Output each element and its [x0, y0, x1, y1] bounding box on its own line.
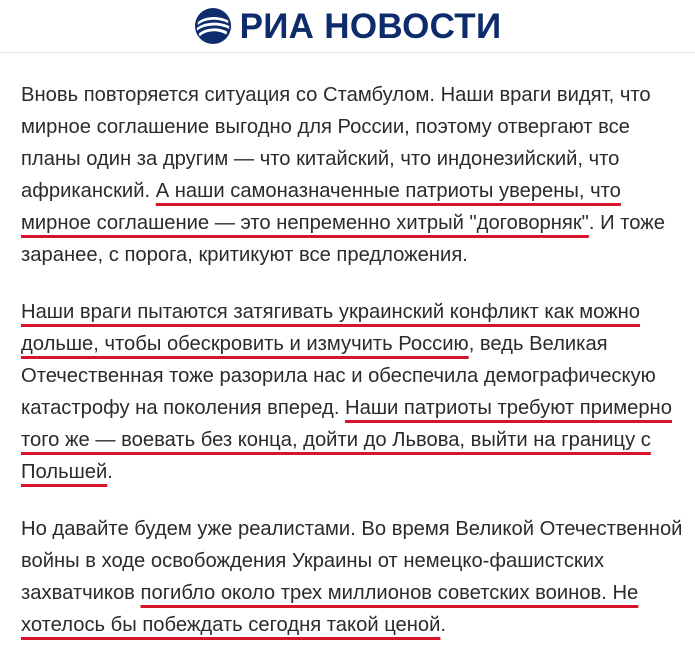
article-body	[21, 79, 686, 666]
article-paragraph	[21, 513, 686, 641]
paragraph-text: , ведь Великая Отечественная тоже разорила нас и обеспечила демографическую катастрофу на поколения вперед.	[21, 333, 656, 419]
paragraph-text: Но давайте будем уже реалистами. Во время Великой Отечественной войны в ходе освобождения Украины от немецко-фашистских захватчиков	[21, 518, 683, 604]
logo-text: РИА НОВОСТИ	[239, 6, 502, 46]
article-paragraph	[21, 296, 686, 488]
highlighted-text: Наши враги пытаются затягивать украинский конфликт как можно дольше, чтобы обескровить и измучить Россию	[21, 301, 641, 355]
ria-globe-icon	[194, 7, 232, 45]
highlighted-text: А наши самоназначенные патриоты уверены, что мирное соглашение — это непременно хитрый "договорняк"	[21, 180, 621, 234]
site-header	[0, 0, 695, 53]
paragraph-text: . И тоже заранее, с порога, критикуют все предложения.	[21, 212, 665, 266]
article-paragraph	[21, 79, 686, 271]
site-logo[interactable]	[194, 7, 502, 45]
highlighted-text: Наши патриоты требуют примерно того же — воевать без конца, дойти до Львова, выйти на границу с Польшей	[21, 397, 672, 483]
paragraph-text: Вновь повторяется ситуация со Стамбулом. Наши враги видят, что мирное соглашение выгодно для России, поэтому отвергают все планы один за другим — что китайский, что индонезийский, что африканский.	[21, 84, 651, 202]
highlighted-text: погибло около трех миллионов советских воинов. Не хотелось бы побеждать сегодня такой ценой	[21, 582, 639, 636]
paragraph-text: .	[440, 614, 447, 636]
paragraph-text: .	[107, 461, 113, 483]
